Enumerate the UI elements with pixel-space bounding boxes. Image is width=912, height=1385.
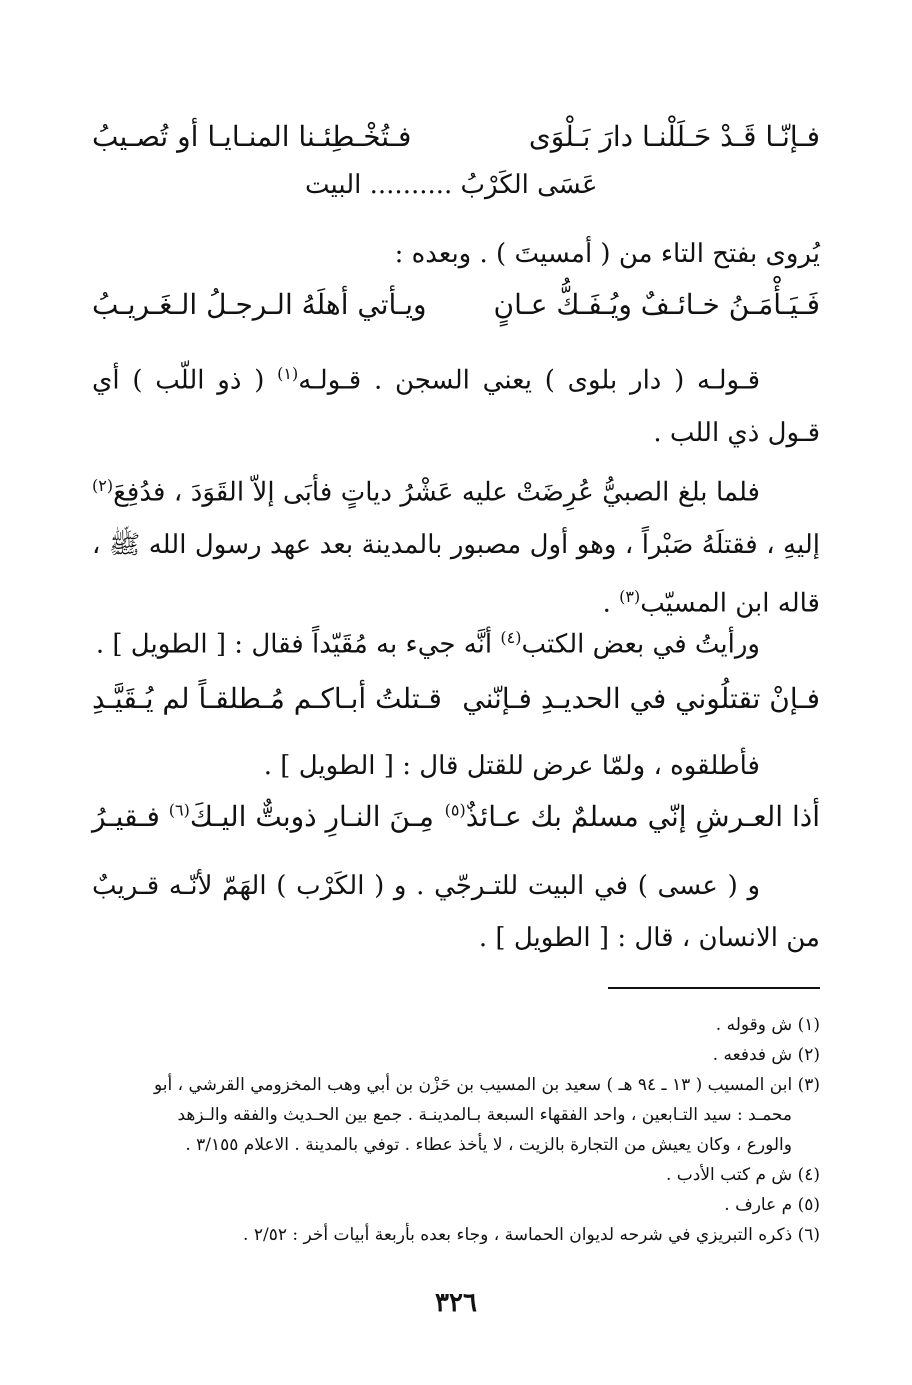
footnote-3-line2: محمـد : سيد التـابعين ، واحد الفقهاء السبعة بـالمدينـة . جمع بين الحـديث والفقه والـزهد [177, 1105, 792, 1125]
footnote-separator [608, 987, 820, 989]
footnote-2: (٢) ش فدفعه . [712, 1045, 820, 1065]
paragraph1 [92, 460, 820, 629]
commentary1-text-a: قـولـه ( دار بلوى ) يعني السجن . قـولـه [298, 365, 761, 396]
footnote-ref-5: (٥) [444, 800, 466, 820]
footnote-ref-1: (١) [277, 364, 299, 383]
paragraph1-text-a: فلما بلغ الصبيُّ عُرِضَتْ عليه عَشْرُ دياتٍ فأبَى إلاّ القَوَدَ ، فدُفِعَ [113, 477, 760, 508]
verse3-left-hemistich: قـتلتُ أبـاكـم مُـطلقـاً لم يُـقَيَّـدِ [92, 682, 442, 715]
paragraph4: و ( عسى ) في البيت للتـرجّي . و ( الكَرْب ) الهَمّ لأنّـه قـريبٌ من الانسان ، قال : [ الطويل ] . [92, 871, 820, 953]
verse1-continuation: عَسَى الكَرْبُ .......... البيت [305, 170, 598, 200]
commentary1-text-b: ( ذو اللّب ) أي قـول ذي اللب . [92, 365, 820, 448]
verse4-right-text: أذا العـرشِ إنّي مسلمٌ بك عـائذٌ [465, 800, 820, 833]
riwaya-note: يُروى بفتح التاء من ( أمسيتَ ) . وبعده : [394, 239, 820, 269]
paragraph2-text-a: ورأيتُ في بعض الكتب [521, 629, 760, 660]
verse1-left-hemistich: فـتُخْـطِئـنا المنـايـا أو تُصـيبُ [92, 120, 412, 153]
verse2-right-hemistich: فَـيَـأْمَـنُ خـائـفٌ ويُـفَـكُّ عـانٍ [493, 288, 820, 321]
footnote-1: (١) ش وقوله . [715, 1015, 820, 1035]
footnote-3-line3: والورع ، وكان يعيش من التجارة بالزيت ، لا يأخذ عطاء . توفي بالمدينة . الاعلام ٣/١٥٥ . [185, 1135, 792, 1155]
footnote-6: (٦) ذكره التبريزي في شرحه لديوان الحماسة ، وجاء بعده بأربعة أبيات أخر : ٢/٥٢ . [243, 1225, 820, 1245]
verse2-left-hemistich: ويـأتي أهلَهُ الـرجـلُ الـغَـريـبُ [92, 288, 427, 321]
footnote-ref-6: (٦) [168, 800, 190, 820]
footnote-ref-3: (٣) [619, 586, 641, 606]
paragraph2 [92, 612, 820, 671]
verse3-right-hemistich: فـإنْ تقتلُوني في الحديـدِ فـإنّني [462, 682, 820, 715]
paragraph2-text-b: أنَّه جيء به مُقَيّداً فقال : [ الطويل ] . [95, 629, 493, 660]
footnote-4: (٤) ش م كتب الأدب . [665, 1165, 820, 1185]
page-number: ٣٢٦ [435, 1288, 477, 1318]
commentary1 [92, 348, 820, 459]
paragraph1-text-b: إليهِ ، فقتلَهُ صَبْراً ، وهو أول مصبور بالمدينة بعد عهد رسول الله ﷺ ، قاله ابن المسيّب [92, 529, 820, 619]
verse4-left-text-b: فـقيـرُ [92, 800, 160, 833]
footnote-5: (٥) م عارف . [724, 1195, 820, 1215]
verse4-right-hemistich [445, 800, 820, 833]
footnote-3-line1: (٣) ابن المسيب ( ١٣ ـ ٩٤ هـ ) سعيد بن المسيب بن حَزْن بن أبي وهب المخزومي القرشي ، أبو [153, 1075, 820, 1095]
verse1-right-hemistich: فـإنّـا قَـدْ حَـلَلْنـا دارَ بَـلْوَى [528, 120, 820, 153]
footnotes [92, 1010, 820, 1250]
paragraph1-text-c: . [602, 588, 611, 619]
footnote-ref-4: (٤) [500, 628, 522, 647]
verse4-left-text-a: مِـنَ النـارِ ذوبتٌّ اليـكَ [189, 800, 434, 833]
footnote-ref-2: (٢) [92, 476, 114, 495]
paragraph3: فأطلقوه ، ولمّا عرض للقتل قال : [ الطويل ] . [263, 751, 760, 781]
verse4-left-hemistich [92, 800, 434, 833]
